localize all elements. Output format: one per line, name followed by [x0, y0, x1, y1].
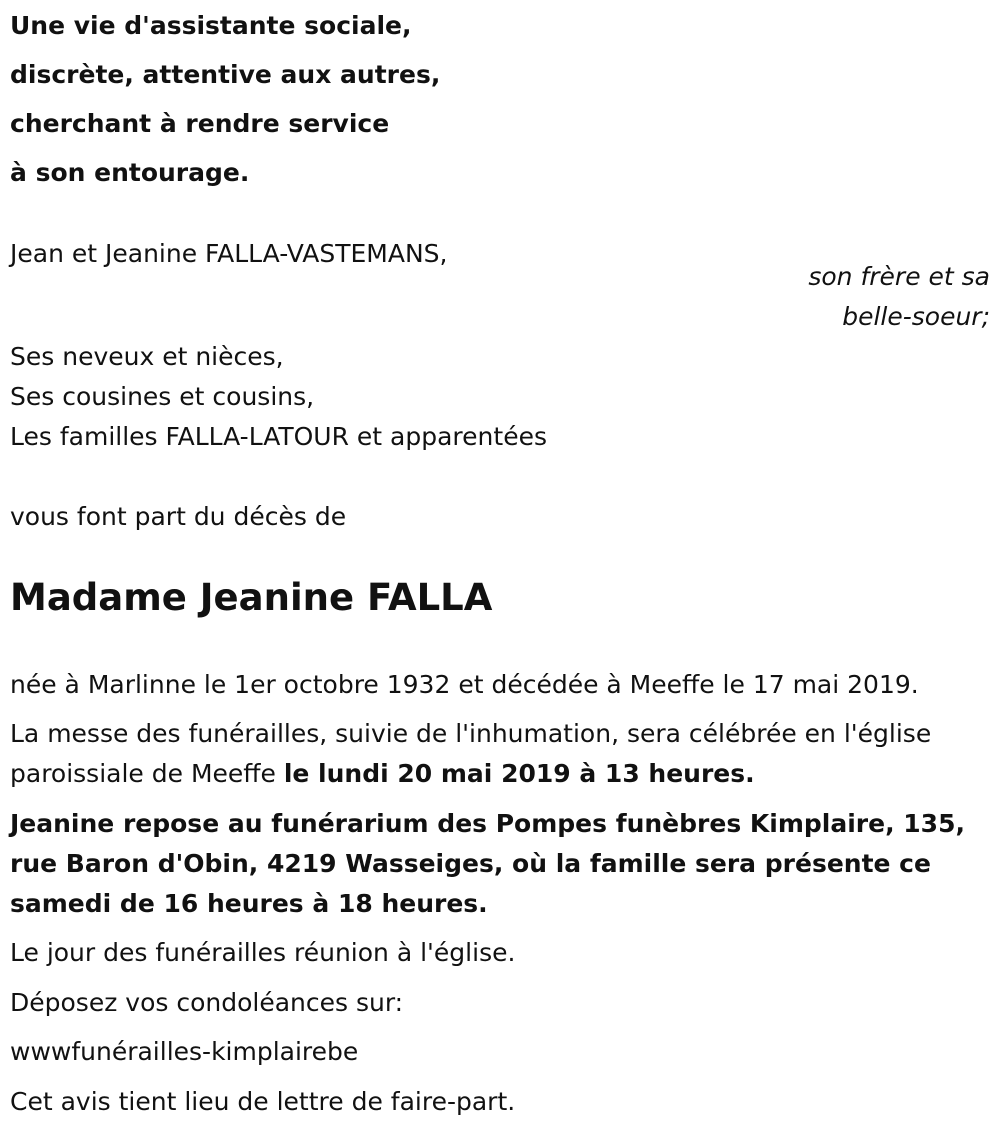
- rest-line-3: samedi de 16 heures à 18 heures.: [10, 889, 488, 918]
- epitaph-line-2: discrète, attentive aux autres,: [10, 60, 441, 89]
- closing-line: Cet avis tient lieu de lettre de faire-part.: [10, 1087, 516, 1116]
- epitaph-line-1: Une vie d'assistante sociale,: [10, 11, 412, 40]
- condolences-label: Déposez vos condoléances sur:: [10, 988, 404, 1017]
- epitaph-line-3: cherchant à rendre service: [10, 109, 390, 138]
- relation-line-2: belle-soeur;: [842, 302, 990, 331]
- deceased-name: Madame Jeanine FALLA: [10, 576, 493, 619]
- condolences-website[interactable]: wwwfunérailles-kimplairebe: [10, 1037, 359, 1066]
- epitaph-line-4: à son entourage.: [10, 158, 250, 187]
- mass-line-2-prefix: paroissiale de Meeffe: [10, 759, 284, 788]
- rest-line-1: Jeanine repose au funérarium des Pompes funèbres Kimplaire, 135,: [10, 809, 965, 838]
- mass-line-1: La messe des funérailles, suivie de l'inhumation, sera célébrée en l'église: [10, 719, 932, 748]
- family-line-cousins: Ses cousines et cousins,: [10, 382, 315, 411]
- announcement-line: vous font part du décès de: [10, 502, 347, 531]
- mass-date-time: le lundi 20 mai 2019 à 13 heures.: [283, 759, 755, 788]
- mass-line-2: [10, 759, 755, 789]
- birth-death-line: née à Marlinne le 1er octobre 1932 et décédée à Meeffe le 17 mai 2019.: [10, 670, 919, 699]
- meeting-line: Le jour des funérailles réunion à l'église.: [10, 938, 516, 967]
- brother-line: Jean et Jeanine FALLA-VASTEMANS,: [10, 239, 448, 268]
- rest-line-2: rue Baron d'Obin, 4219 Wasseiges, où la famille sera présente ce: [10, 849, 931, 878]
- family-line-nephews: Ses neveux et nièces,: [10, 342, 284, 371]
- relation-line-1: son frère et sa: [808, 262, 990, 291]
- family-line-families: Les familles FALLA-LATOUR et apparentées: [10, 422, 547, 451]
